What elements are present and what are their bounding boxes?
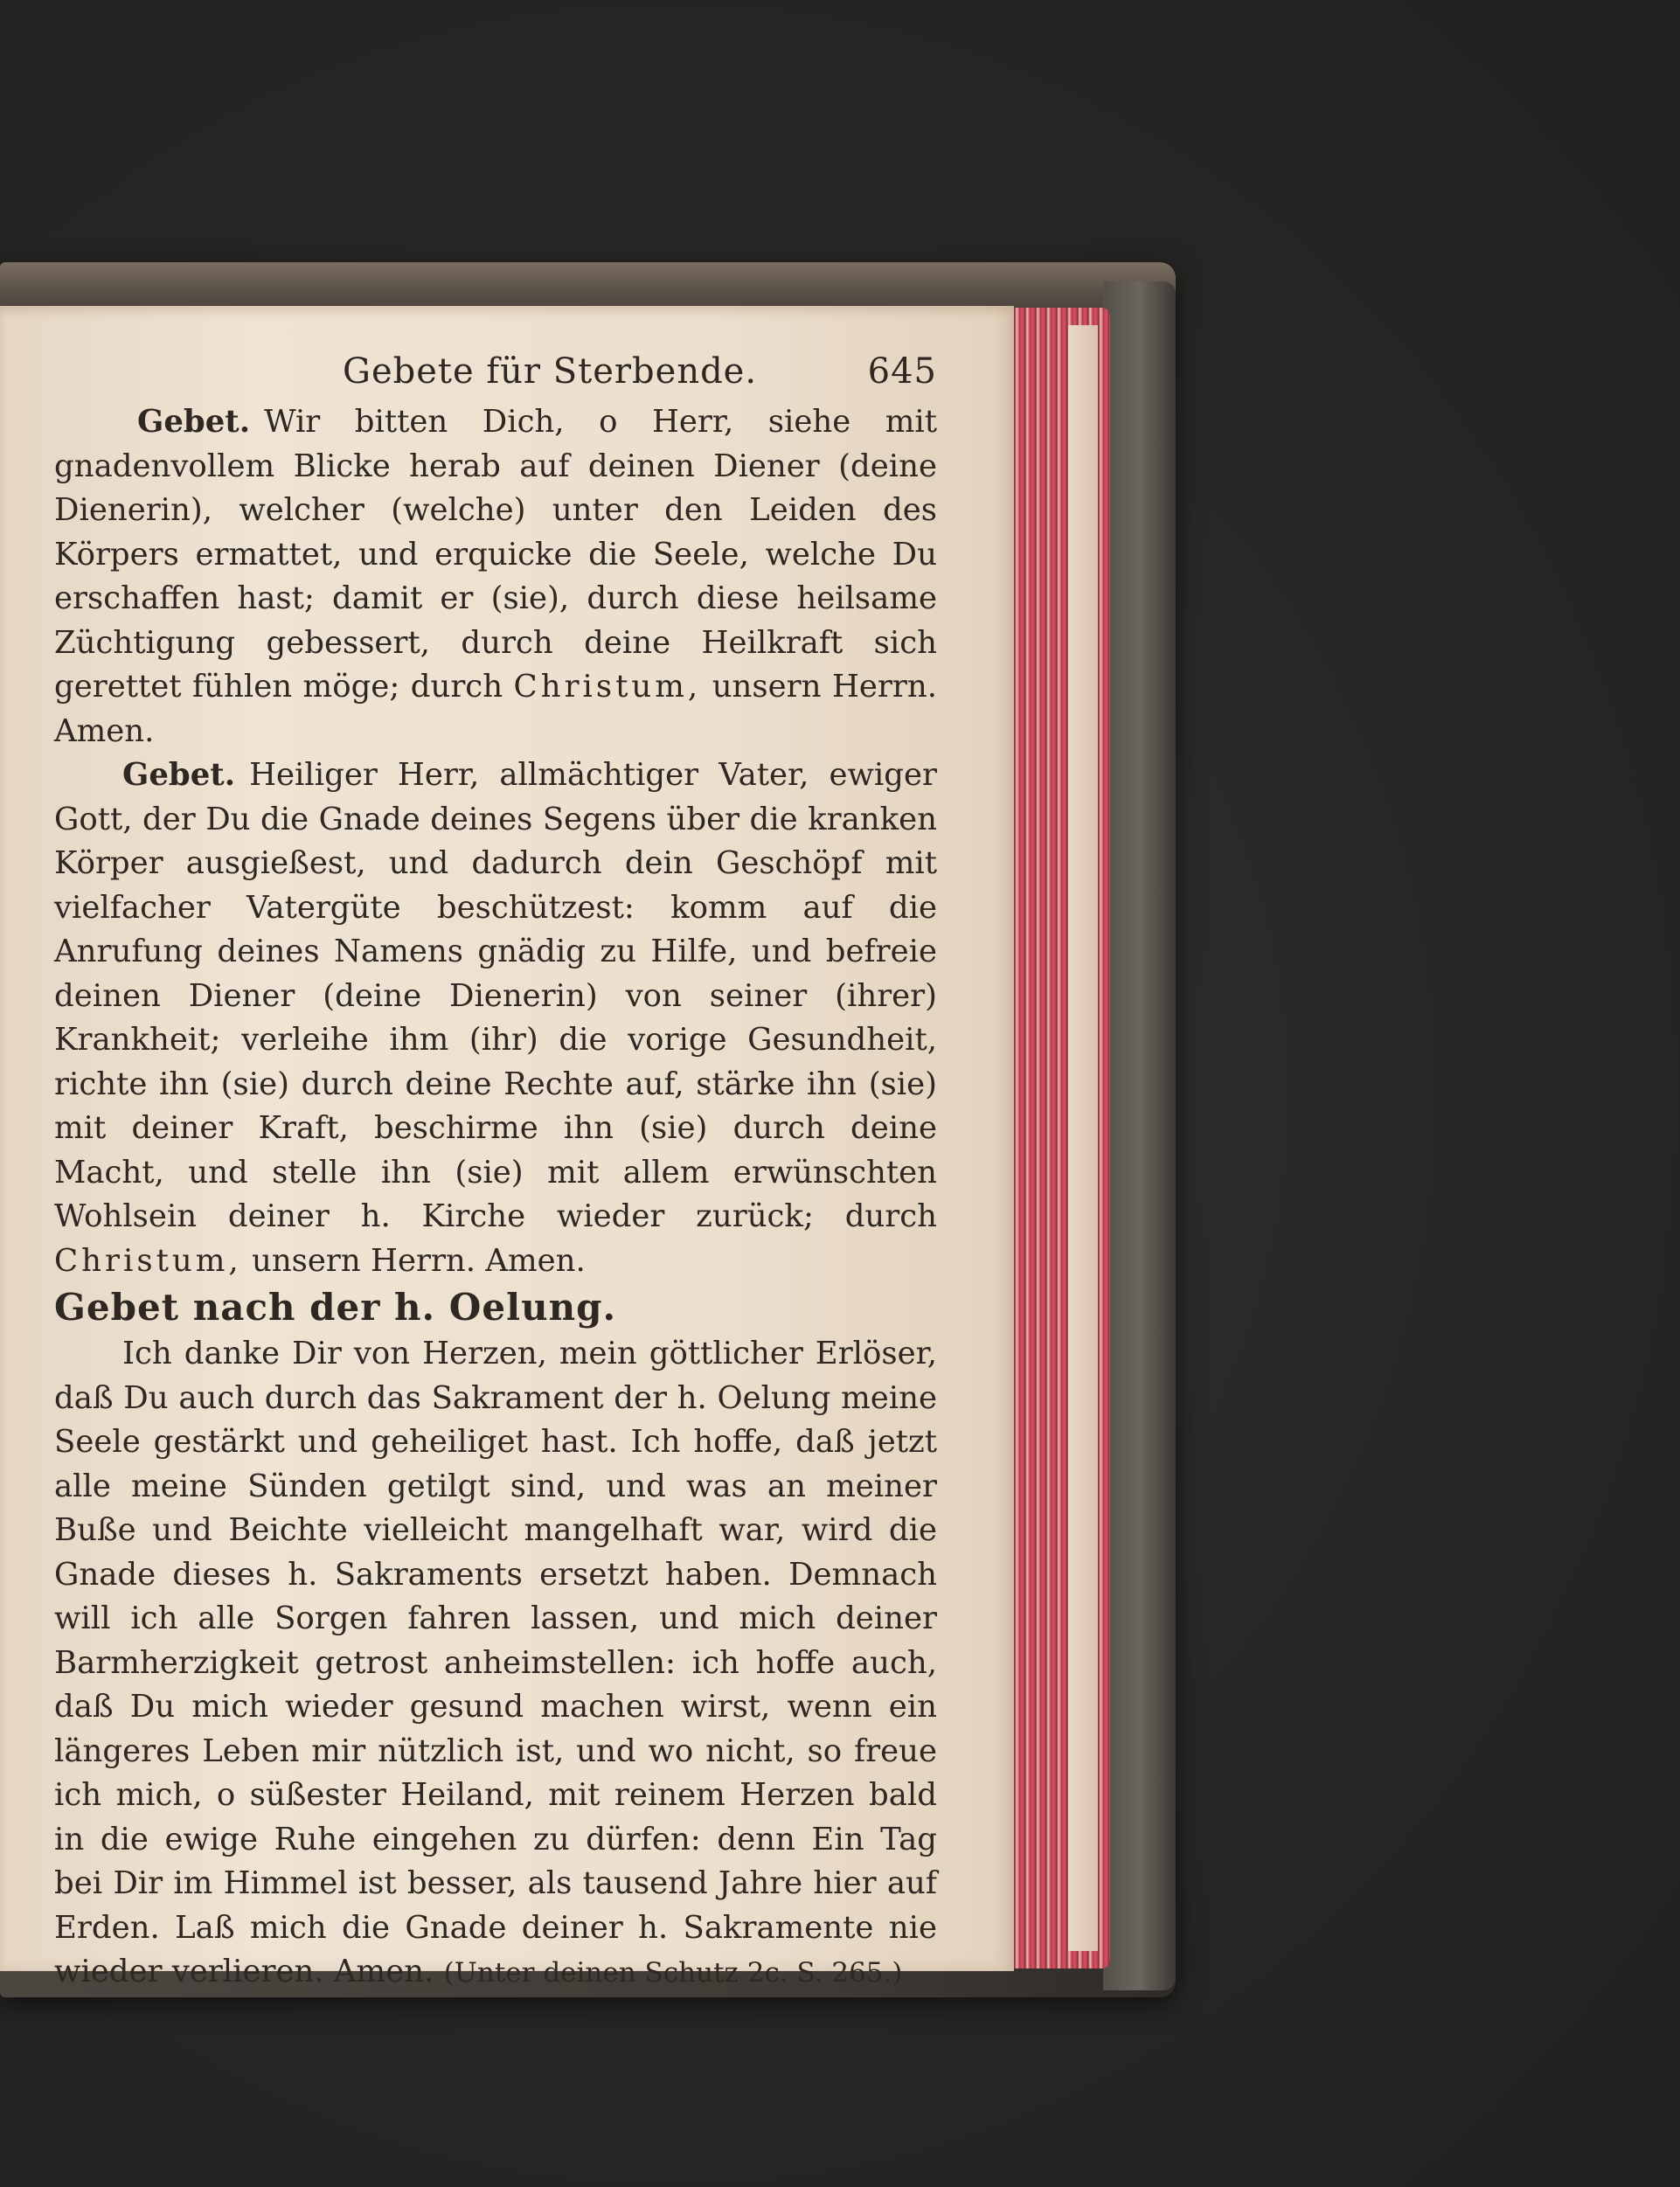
prayer-end-1: unsern Herrn. Amen. (54, 669, 937, 749)
prayer-paragraph-2 (54, 753, 937, 1283)
prayer-text-2: Heiliger Herr, allmächtiger Vater, ewiger Gott, der Du die Gnade deines Segens über die kranken Körper ausgießest, und dadurch dein Geschöpf mit vielfacher Vatergüte beschützest: komm auf die Anrufung deines Namens gnädig zu Hilfe, und befreie deinen Diener (deine Dienerin) von seiner (ihrer) Krankheit; verleihe ihm (ihr) die vorige Gesundheit, richte ihn (sie) durch deine Rechte auf, stärke ihn (sie) mit deiner Kraft, beschirme ihn (sie) durch deine Macht, und stelle ihn (sie) mit allem erwünschten Wohlsein deiner h. Kirche wieder zurück; durch (54, 757, 937, 1234)
prayer-lead-2: Gebet. (122, 757, 236, 793)
section-reference: (Unter deinen Schutz 2c. S. 265.) (443, 1957, 903, 1989)
cover-top-edge (0, 262, 1176, 311)
prayer-lead-1: Gebet. (137, 404, 251, 440)
running-head (54, 351, 937, 392)
prayer-christ-2: Christum, (54, 1242, 242, 1279)
section-paragraph (54, 1332, 937, 1996)
page-edges-inner (1068, 325, 1098, 1951)
cover-right-edge (1103, 281, 1176, 1990)
page-number: 645 (867, 351, 937, 392)
prayer-end-2: unsern Herrn. Amen. (251, 1242, 586, 1279)
page-text (54, 400, 937, 1996)
page-content (54, 351, 937, 1996)
book-page (0, 306, 1014, 1989)
prayer-text-1: Wir bitten Dich, o Herr, siehe mit gnadenvollem Blicke herab auf deinen Diener (deine Dienerin), welcher (welche) unter den Leiden des Körpers ermattet, und erquicke die Seele, welche Du erschaffen hast; damit er (sie), durch diese heilsame Züchtigung gebessert, durch deine Heilkraft sich gerettet fühlen möge; durch (54, 404, 937, 705)
prayer-paragraph-1 (54, 400, 937, 753)
prayer-christ-1: Christum, (513, 669, 702, 705)
section-heading: Gebet nach der h. Oelung. (54, 1286, 617, 1329)
running-title: Gebete für Sterbende. (343, 351, 758, 392)
section-text: Ich danke Dir von Herzen, mein göttlicher Erlöser, daß Du auch durch das Sakrament der h. Oelung meine Seele gestärkt und geheiliget hast. Ich hoffe, daß jetzt alle meine Sünden getilgt sind, und was an meiner Buße und Beichte vielleicht mangelhaft war, wird die Gnade dieses h. Sakraments ersetzt haben. Demnach will ich alle Sorgen fahren lassen, und mich deiner Barmherzigkeit getrost anheimstellen: ich hoffe auch, daß Du mich wieder gesund machen wirst, wenn ein längeres Leben mir nützlich ist, und wo nicht, so freue ich mich, o süßester Heiland, mit reinem Herzen bald in die ewige Ruhe eingehen zu dürfen: denn Ein Tag bei Dir im Himmel ist besser, als tausend Jahre hier auf Erden. Laß mich die Gnade deiner h. Sakramente nie wieder verlieren. Amen. (54, 1336, 937, 1989)
